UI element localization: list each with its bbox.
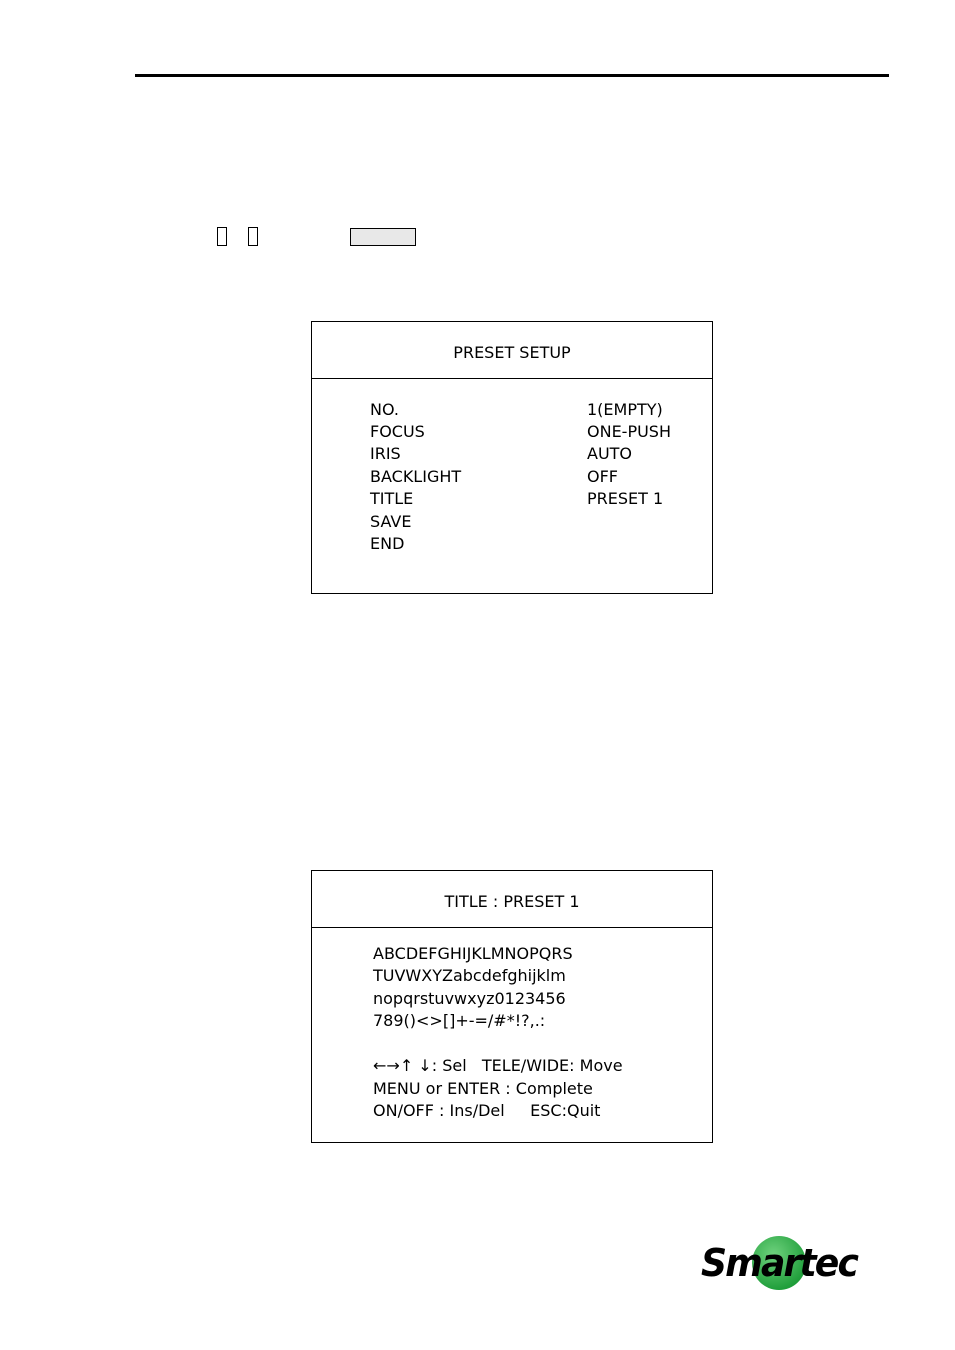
help-line-3: ON/OFF : Ins/Del ESC:Quit (373, 1101, 601, 1120)
menu-row-title (370, 488, 690, 510)
charset-line-4: 789()<>[]+-=/#*!?,.: (373, 1011, 546, 1030)
menu-value-no: 1(EMPTY) (587, 400, 663, 419)
menu-row-iris (370, 443, 690, 465)
blank-key-box-2 (248, 227, 258, 246)
menu-row-end (370, 533, 690, 555)
menu-label-save: SAVE (370, 512, 412, 531)
menu-value-backlight: OFF (587, 467, 618, 486)
header-rule (135, 74, 889, 77)
menu-value-title: PRESET 1 (587, 489, 664, 508)
menu-label-title: TITLE (370, 489, 414, 508)
blank-button-box (350, 228, 416, 246)
charset-line-2: TUVWXYZabcdefghijklm (373, 966, 566, 985)
menu-value-focus: ONE-PUSH (587, 422, 671, 441)
menu-label-no: NO. (370, 400, 399, 419)
menu-row-backlight (370, 466, 690, 488)
menu-label-end: END (370, 534, 405, 553)
menu-label-backlight: BACKLIGHT (370, 467, 462, 486)
charset-line-1: ABCDEFGHIJKLMNOPQRS (373, 944, 573, 963)
blank-key-box-1 (217, 227, 227, 246)
logo-text: Smartec (701, 1241, 859, 1285)
preset-setup-menu (311, 321, 713, 594)
menu-label-iris: IRIS (370, 444, 401, 463)
smartec-logo (699, 1232, 859, 1294)
menu-label-focus: FOCUS (370, 422, 425, 441)
menu-row-save (370, 511, 690, 533)
menu-value-iris: AUTO (587, 444, 633, 463)
title-editor-title: TITLE : PRESET 1 (312, 871, 712, 928)
title-editor-menu (311, 870, 713, 1143)
menu-row-focus (370, 421, 690, 443)
menu-row-no (370, 399, 690, 421)
help-line-1: ←→↑ ↓: Sel TELE/WIDE: Move (373, 1056, 623, 1075)
help-line-2: MENU or ENTER : Complete (373, 1079, 593, 1098)
charset-line-3: nopqrstuvwxyz0123456 (373, 989, 566, 1008)
preset-setup-title: PRESET SETUP (312, 322, 712, 379)
